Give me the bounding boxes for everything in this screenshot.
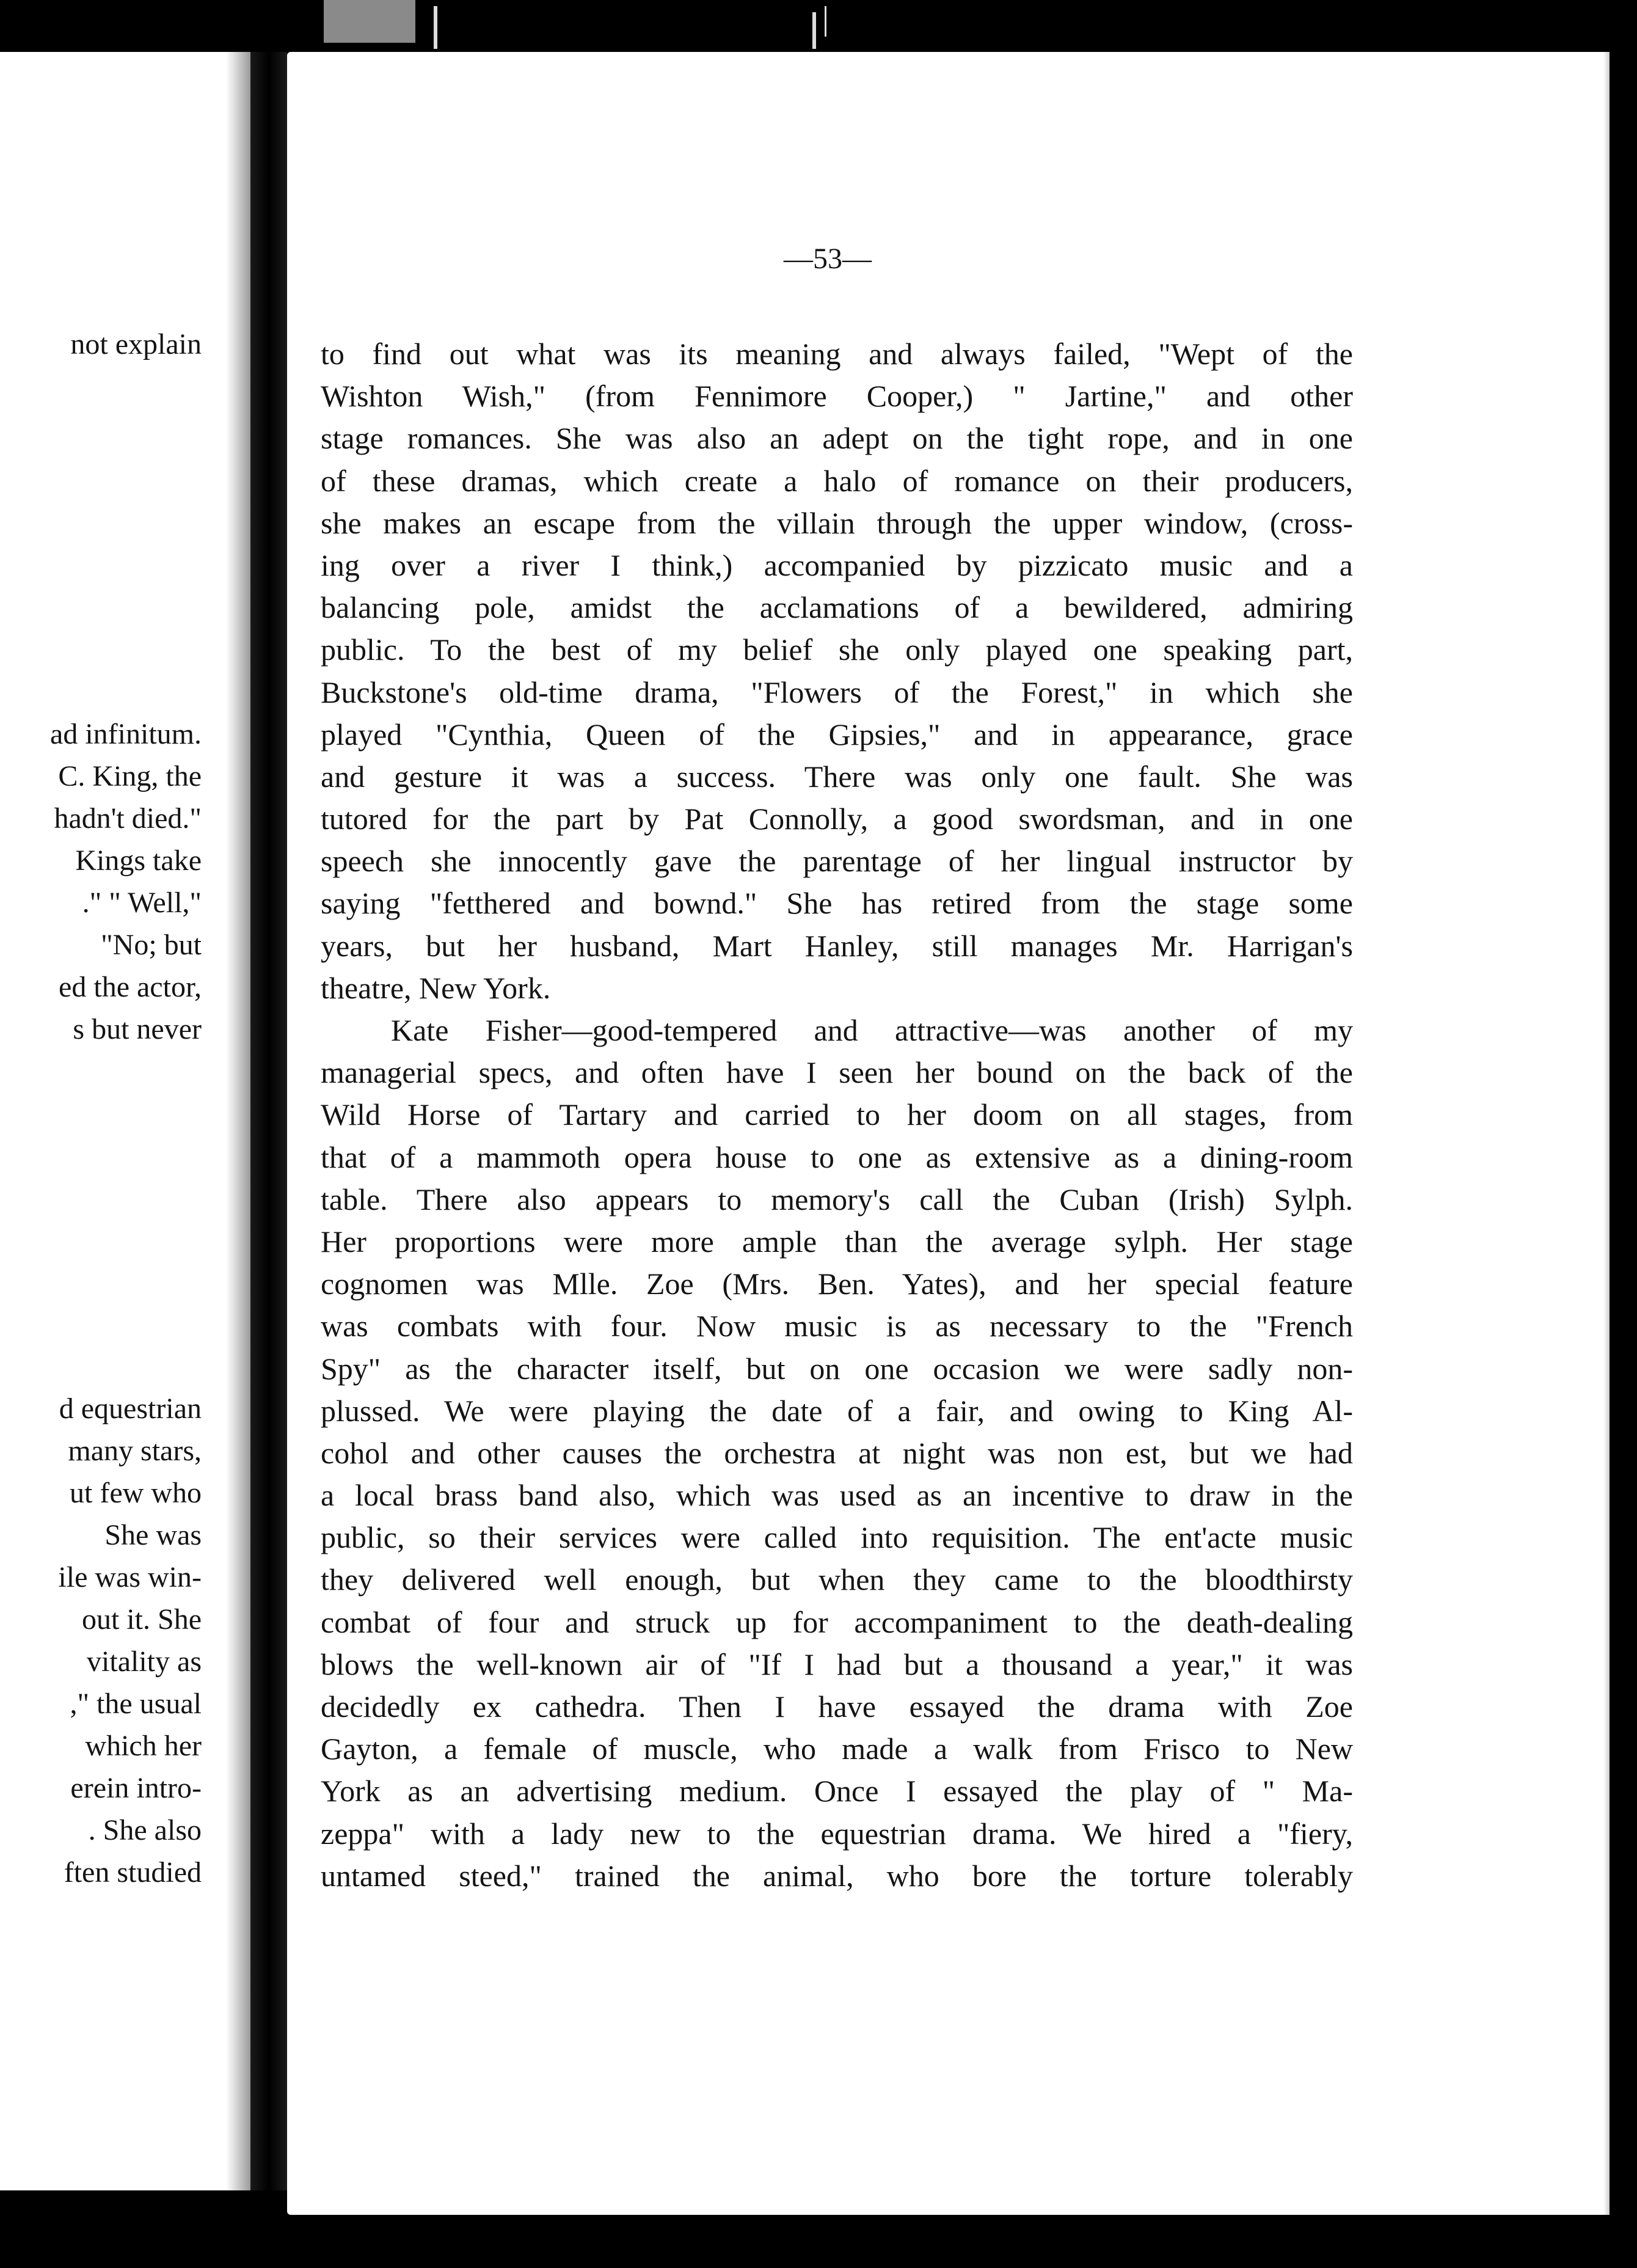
text-line: Wishton Wish," (from Fennimore Cooper,) " Jartine," and other (321, 379, 1353, 414)
text-line: Gayton, a female of muscle, who made a walk from Frisco to New (321, 1732, 1353, 1766)
left-fragment: ." " Well," (82, 887, 202, 919)
text-line: untamed steed," trained the animal, who bore the torture tolerably (321, 1858, 1353, 1893)
left-fragment: ften studied (64, 1856, 202, 1889)
text-line: decidedly ex cathedra. Then I have essayed the drama with Zoe (321, 1689, 1353, 1724)
text-line: zeppa" with a lady new to the equestrian drama. We hired a "fiery, (321, 1816, 1353, 1851)
book-gutter (250, 52, 287, 2190)
scan-artifact (434, 6, 437, 49)
text-line: York as an advertising medium. Once I essayed the play of " Ma- (321, 1774, 1353, 1809)
text-line: to find out what was its meaning and always failed, "Wept of the (321, 337, 1353, 371)
text-line: public. To the best of my belief she only played one speaking part, (321, 632, 1353, 667)
text-line: table. There also appears to memory's call the Cuban (Irish) Sylph. (321, 1182, 1353, 1216)
text-line: managerial specs, and often have I seen her bound on the back of the (321, 1055, 1353, 1090)
left-fragment: ad infinitum. (50, 718, 202, 750)
page-body-text (321, 333, 1353, 1897)
left-fragment: ut few who (70, 1477, 202, 1509)
left-fragment: C. King, the (58, 760, 202, 792)
left-fragment: s but never (73, 1013, 202, 1045)
left-page (0, 52, 250, 2190)
text-line: and gesture it was a success. There was only one fault. She was (321, 759, 1353, 794)
left-fragment: erein intro- (70, 1772, 202, 1804)
text-line: tutored for the part by Pat Connolly, a good swordsman, and in one (321, 802, 1353, 836)
left-fragment: out it. She (81, 1603, 202, 1636)
text-line: a local brass band also, which was used as an incentive to draw in the (321, 1478, 1353, 1513)
left-fragment: Kings take (75, 844, 202, 877)
left-fragment: She was (104, 1519, 202, 1551)
text-line: she makes an escape from the villain through the upper window, (cross- (321, 505, 1353, 540)
scan-artifact (812, 12, 816, 49)
text-line: theatre, New York. (321, 970, 551, 1005)
text-line: played "Cynthia, Queen of the Gipsies," and in appearance, grace (321, 717, 1353, 752)
text-line: Buckstone's old-time drama, "Flowers of the Forest," in which she (321, 675, 1353, 709)
page-number: —53— (784, 243, 872, 275)
text-line: years, but her husband, Mart Hanley, still manages Mr. Harrigan's (321, 928, 1353, 963)
text-line: Her proportions were more ample than the average sylph. Her stage (321, 1224, 1353, 1259)
text-line: cohol and other causes the orchestra at night was non est, but we had (321, 1435, 1353, 1470)
text-line: Spy" as the character itself, but on one occasion we were sadly non- (321, 1351, 1353, 1386)
text-line: saying "fetthered and bownd." She has retired from the stage some (321, 886, 1353, 921)
text-line: speech she innocently gave the parentage of her lingual instructor by (321, 844, 1353, 879)
left-fragment: ed the actor, (59, 971, 202, 1003)
left-fragment: not explain (70, 328, 202, 360)
text-line: public, so their services were called into requisition. The ent'acte music (321, 1520, 1353, 1555)
left-fragment: vitality as (87, 1645, 202, 1678)
left-fragment: d equestrian (59, 1392, 202, 1425)
left-fragment: . She also (88, 1814, 202, 1846)
text-line: of these dramas, which create a halo of romance on their producers, (321, 463, 1353, 498)
left-fragment: many stars, (68, 1435, 202, 1467)
book-binding-shadow (226, 52, 250, 2190)
page-edge-shadow (1603, 52, 1610, 2215)
text-line: Wild Horse of Tartary and carried to her doom on all stages, from (321, 1097, 1353, 1132)
text-line: was combats with four. Now music is as necessary to the "French (321, 1309, 1353, 1344)
text-line: plussed. We were playing the date of a fair, and owing to King Al- (321, 1393, 1353, 1428)
left-fragment: ile was win- (58, 1561, 202, 1593)
text-line: they delivered well enough, but when they came to the bloodthirsty (321, 1562, 1353, 1597)
scan-border-top (0, 0, 1637, 52)
left-fragment: which her (85, 1730, 202, 1762)
text-line: that of a mammoth opera house to one as extensive as a dining-room (321, 1139, 1353, 1174)
left-fragment: "No; but (101, 929, 202, 961)
text-line: stage romances. She was also an adept on the tight rope, and in one (321, 421, 1353, 456)
text-line: Kate Fisher—good-tempered and attractive—was another of my (391, 1013, 1353, 1047)
left-fragment: hadn't died." (54, 802, 202, 835)
text-line: blows the well-known air of "If I had but a thousand a year," it was (321, 1647, 1353, 1681)
text-line: balancing pole, amidst the acclamations of a bewildered, admiring (321, 590, 1353, 625)
left-fragment: ," the usual (70, 1688, 202, 1720)
scan-artifact (825, 6, 826, 37)
scan-artifact (324, 0, 415, 43)
text-line: cognomen was Mlle. Zoe (Mrs. Ben. Yates), and her special feature (321, 1267, 1353, 1301)
text-line: ing over a river I think,) accompanied by pizzicato music and a (321, 547, 1353, 582)
text-line: combat of four and struck up for accompaniment to the death-dealing (321, 1604, 1353, 1639)
